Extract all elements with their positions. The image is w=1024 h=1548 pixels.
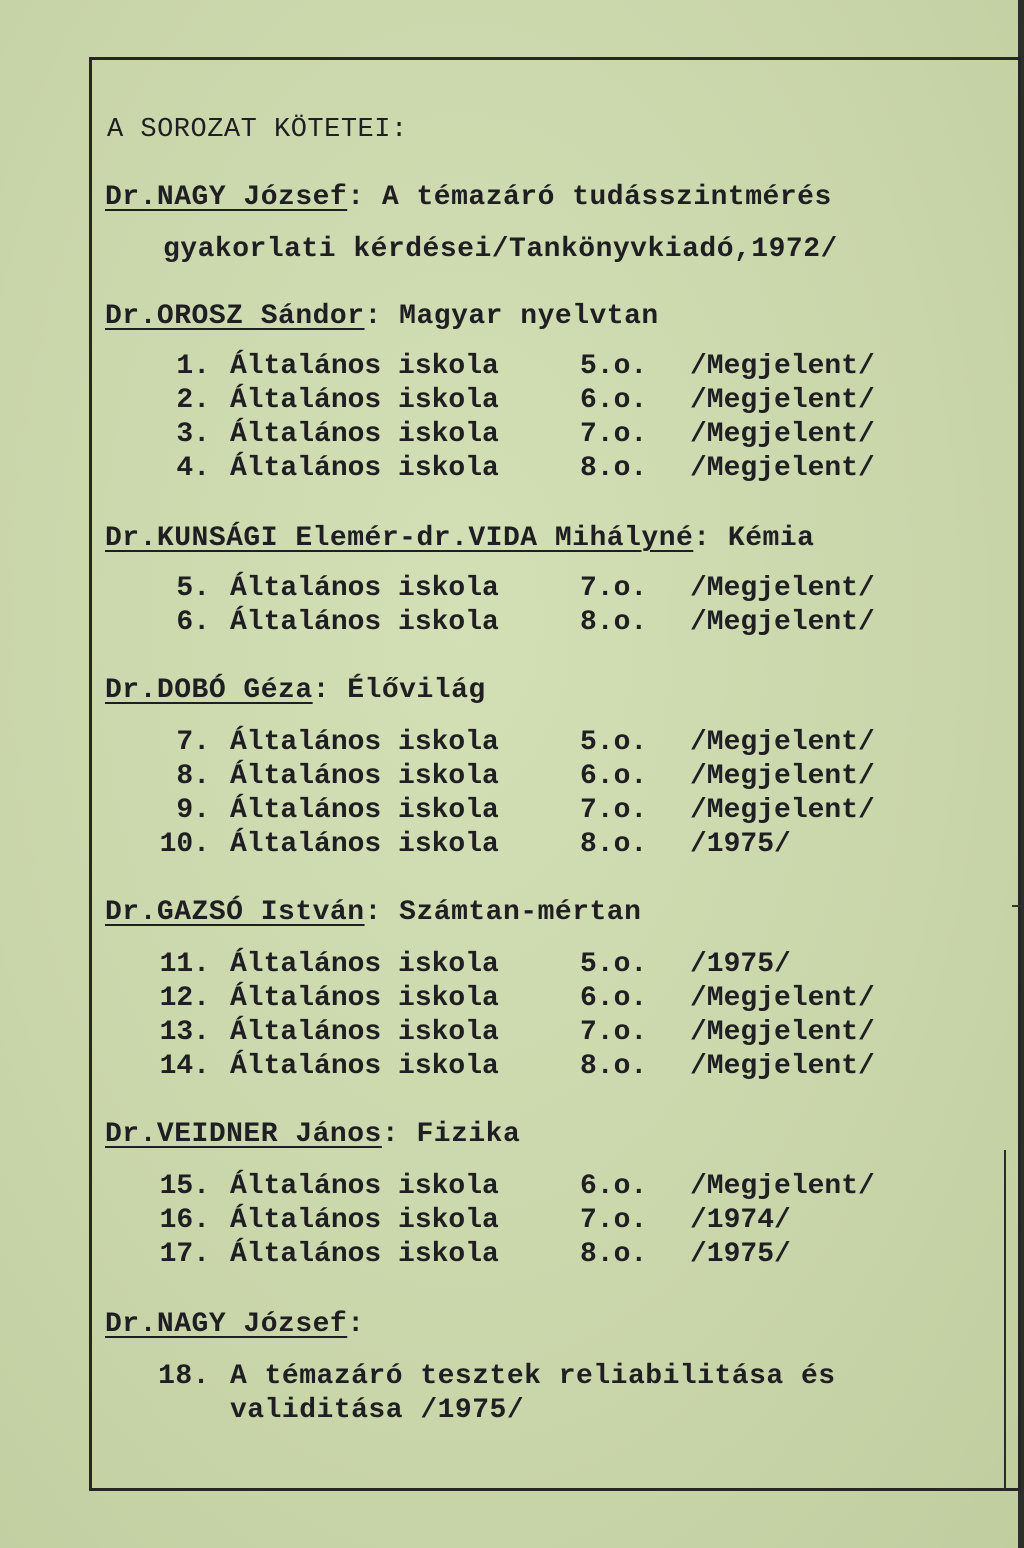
book-title: A témazáró tesztek reliabilitása és: [230, 1361, 836, 1392]
school-level: Általános iskola: [230, 727, 499, 758]
publication-status: /Megjelent/: [690, 761, 875, 792]
author-separator: :: [693, 523, 711, 554]
document-frame: [89, 57, 1021, 1491]
grade: 8.o.: [580, 453, 648, 484]
grade: 6.o.: [580, 1171, 648, 1202]
publication-status: /1975/: [690, 1239, 791, 1270]
school-level: Általános iskola: [230, 1205, 499, 1236]
book-row: [140, 350, 875, 384]
book-subject-continued: gyakorlati kérdései/Tankönyvkiadó,1972/: [163, 234, 838, 265]
grade: 7.o.: [580, 419, 648, 450]
book-row: [140, 1204, 791, 1238]
book-title-continued: validitása /1975/: [230, 1395, 525, 1426]
book-row: [140, 572, 875, 606]
publication-status: /Megjelent/: [690, 1051, 875, 1082]
publication-status: /Megjelent/: [690, 419, 875, 450]
grade: 5.o.: [580, 727, 648, 758]
author-separator: :: [364, 301, 382, 332]
author-separator: :: [347, 182, 365, 213]
publication-status: /Megjelent/: [690, 1017, 875, 1048]
book-number: 6.: [176, 607, 210, 638]
author-nagy: [105, 181, 832, 215]
author-name: Dr.VEIDNER János: [105, 1119, 382, 1150]
author-veidner: [105, 1118, 520, 1152]
book-number: 11.: [159, 949, 210, 980]
school-level: Általános iskola: [230, 453, 499, 484]
book-number: 14.: [159, 1051, 210, 1082]
author-separator: :: [381, 1119, 400, 1150]
book-row: [140, 1050, 875, 1084]
author-dobo: [105, 674, 486, 708]
publication-status: /Megjelent/: [690, 727, 875, 758]
book-number: 8.: [176, 761, 210, 792]
grade: 6.o.: [580, 983, 648, 1014]
book-row: [140, 384, 875, 418]
grade: 7.o.: [580, 573, 648, 604]
margin-mark: [1012, 905, 1022, 907]
grade: 7.o.: [580, 1205, 648, 1236]
grade: 8.o.: [580, 607, 648, 638]
book-number: 13.: [159, 1017, 210, 1048]
school-level: Általános iskola: [230, 1017, 499, 1048]
book-number: 4.: [176, 453, 210, 484]
book-number: 9.: [176, 795, 210, 826]
author-separator: :: [347, 1309, 365, 1340]
publication-status: /Megjelent/: [690, 607, 875, 638]
book-number: 10.: [159, 829, 210, 860]
book-subject: Élővilág: [347, 675, 486, 706]
school-level: Általános iskola: [230, 983, 499, 1014]
grade: 8.o.: [580, 829, 648, 860]
book-row: [140, 726, 875, 760]
school-level: Általános iskola: [230, 351, 499, 382]
grade: 6.o.: [580, 761, 648, 792]
book-subject: Magyar nyelvtan: [399, 301, 659, 332]
school-level: Általános iskola: [230, 419, 499, 450]
publication-status: /Megjelent/: [690, 385, 875, 416]
school-level: Általános iskola: [230, 1171, 499, 1202]
book-subject: A témazáró tudásszintmérés: [381, 182, 832, 213]
grade: 8.o.: [580, 1239, 648, 1270]
author-nagy-2: [105, 1308, 365, 1342]
book-row: [140, 1238, 791, 1272]
book-number: 7.: [176, 727, 210, 758]
series-title: A SOROZAT KÖTETEI:: [107, 115, 408, 145]
publication-status: /Megjelent/: [690, 573, 875, 604]
author-name: Dr.NAGY József: [105, 182, 348, 213]
publication-status: /Megjelent/: [690, 351, 875, 382]
book-row: [140, 948, 791, 982]
publication-status: /Megjelent/: [690, 1171, 875, 1202]
book-row: [140, 452, 875, 486]
book-number: 17.: [159, 1239, 210, 1270]
author-name: Dr.DOBÓ Géza: [105, 675, 313, 706]
book-subject: Számtan-mértan: [399, 897, 642, 928]
book-number: 1.: [176, 351, 210, 382]
author-separator: :: [312, 675, 330, 706]
book-row: [140, 794, 875, 828]
book-row: [140, 606, 875, 640]
author-separator: :: [364, 897, 382, 928]
book-subject: Fizika: [416, 1119, 521, 1150]
frame-inner-line: [1004, 1150, 1006, 1490]
grade: 7.o.: [580, 1017, 648, 1048]
book-number: 5.: [176, 573, 210, 604]
book-row: [140, 1170, 875, 1204]
grade: 5.o.: [580, 949, 648, 980]
author-name: Dr.KUNSÁGI Elemér-dr.VIDA Mihályné: [105, 523, 694, 554]
author-name: Dr.NAGY József: [105, 1309, 348, 1340]
author-name: Dr.GAZSÓ István: [105, 897, 365, 928]
book-number: 3.: [176, 419, 210, 450]
book-number: 16.: [159, 1205, 210, 1236]
book-number: 12.: [159, 983, 210, 1014]
publication-status: /Megjelent/: [690, 983, 875, 1014]
publication-status: /Megjelent/: [690, 795, 875, 826]
author-orosz: [105, 300, 659, 334]
book-row: [140, 418, 875, 452]
school-level: Általános iskola: [230, 573, 499, 604]
author-kunsagi: [105, 522, 814, 556]
publication-status: /1975/: [690, 829, 791, 860]
school-level: Általános iskola: [230, 1051, 499, 1082]
grade: 7.o.: [580, 795, 648, 826]
book-number: 15.: [159, 1171, 210, 1202]
school-level: Általános iskola: [230, 761, 499, 792]
publication-status: /Megjelent/: [690, 453, 875, 484]
book-subject: Kémia: [727, 523, 815, 554]
grade: 8.o.: [580, 1051, 648, 1082]
school-level: Általános iskola: [230, 795, 499, 826]
school-level: Általános iskola: [230, 829, 499, 860]
book-number: 18.: [158, 1361, 210, 1392]
author-gazso: [105, 896, 641, 930]
school-level: Általános iskola: [230, 385, 499, 416]
book-row: [140, 1016, 875, 1050]
book-row: [140, 828, 791, 862]
book-row: [140, 982, 875, 1016]
school-level: Általános iskola: [230, 949, 499, 980]
book-number: 2.: [176, 385, 210, 416]
grade: 5.o.: [580, 351, 648, 382]
school-level: Általános iskola: [230, 607, 499, 638]
grade: 6.o.: [580, 385, 648, 416]
school-level: Általános iskola: [230, 1239, 499, 1270]
publication-status: /1975/: [690, 949, 791, 980]
publication-status: /1974/: [690, 1205, 791, 1236]
author-name: Dr.OROSZ Sándor: [105, 301, 365, 332]
book-row: [140, 760, 875, 794]
